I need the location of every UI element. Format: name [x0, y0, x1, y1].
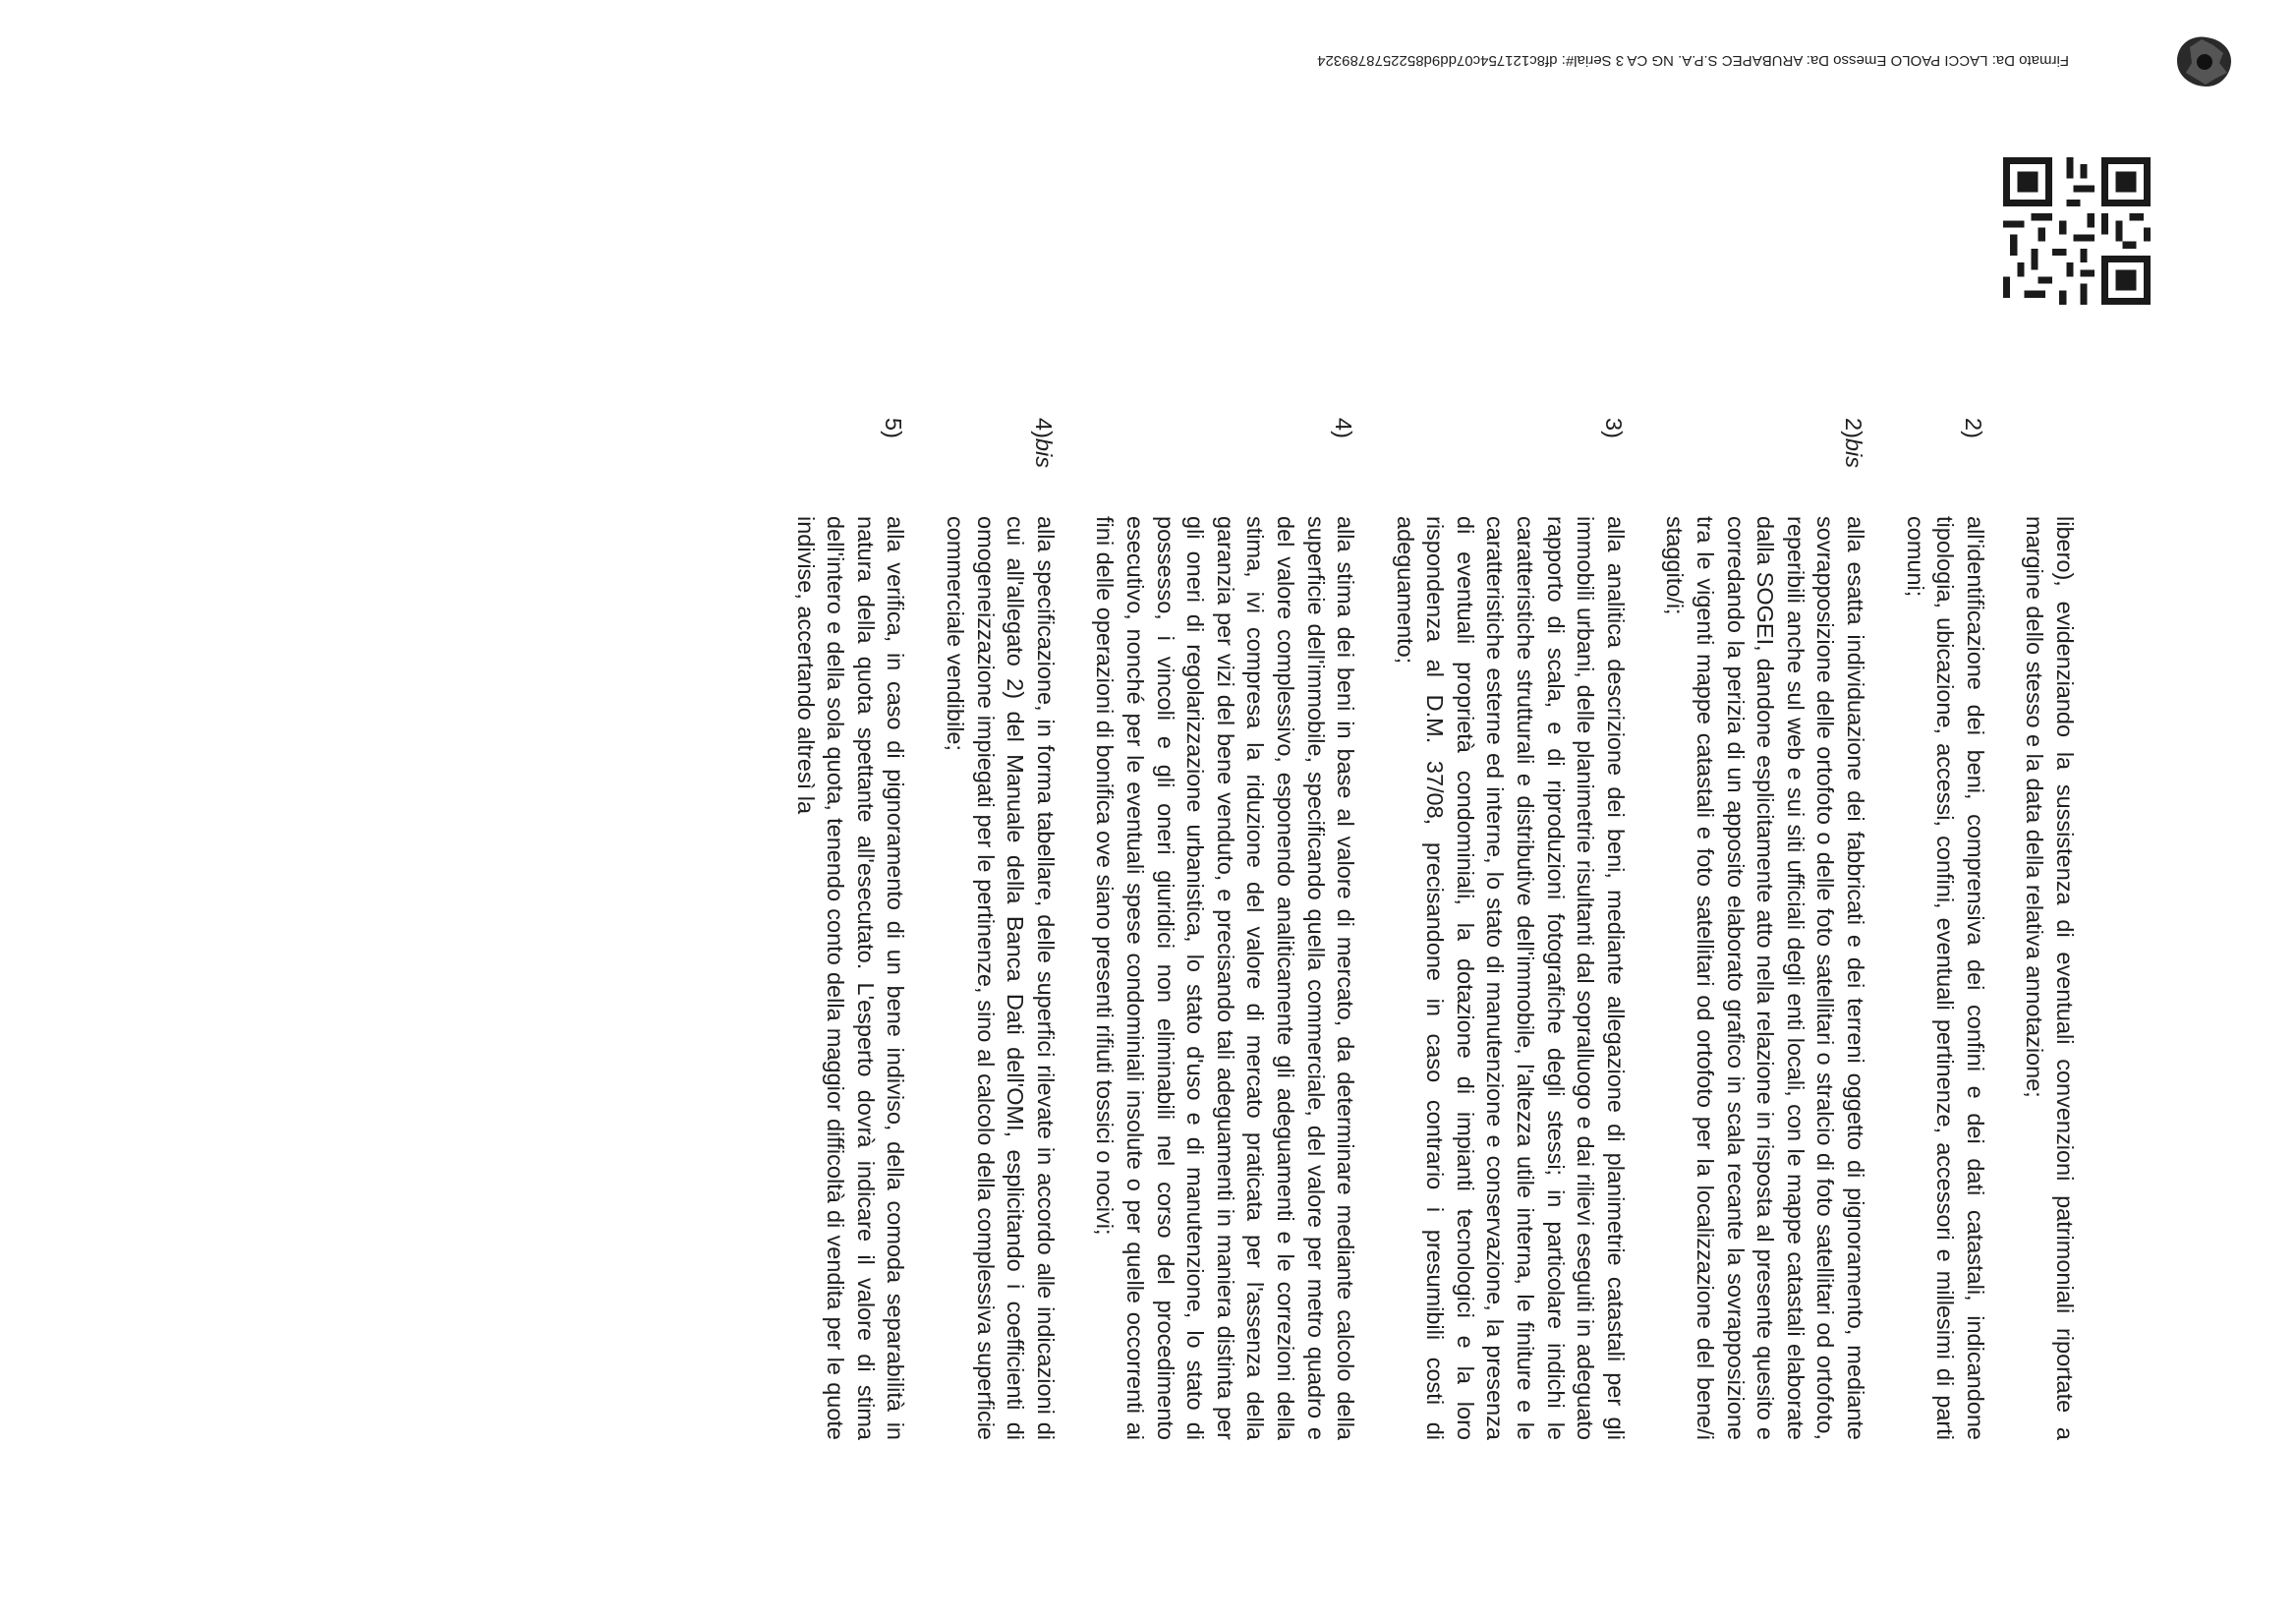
list-item [1090, 418, 1360, 1440]
item-text: alla specificazione, in forma tabellare, delle superfici rilevate in accordo alle indicazioni di cui all'allegato 2) del Manuale della Banca Dati dell'OMI, esplicitando i coefficienti di omogeneizzazione impiegati per le pertinenze, sino al calcolo della complessiva superficie commerciale vendibile; [943, 516, 1059, 1440]
list-item [790, 418, 910, 1440]
qr-code-icon [2003, 157, 2151, 305]
item-number: 4)bis [1030, 418, 1057, 468]
item-number: 2) [1960, 418, 1986, 438]
item-number: 3) [1600, 418, 1627, 438]
continuation-paragraph: libero), evidenziando la sussistenza di eventuali convenzioni patrimoniali riportate a margine dello stesso e la data della relativa annotazione; [2022, 516, 2078, 1440]
item-number: 2)bis [1841, 418, 1867, 468]
document-body [761, 418, 2080, 1440]
list-item [1660, 418, 1870, 1440]
item-number: 5) [881, 418, 907, 438]
list-item [1390, 418, 1631, 1440]
item-text: alla analitica descrizione dei beni, mediante allegazione di planimetrie catastali per gli immobili urbani, delle planimetrie risultanti dal sopralluogo e dai rilievi eseguiti in adeguato rapporto di scala, e di riproduzioni fotografiche degli stessi; in particolare indichi le caratteristiche strutturali e distributive dell'immobile, l'altezza utile interna, le finiture e le caratteristiche esterne ed interne, lo stato di manutenzione e conservazione, la presenza di eventuali proprietà condominiali, la dotazione di impianti tecnologici e la loro rispondenza al D.M. 37/08, precisandone in caso contrario i presumibili costi di adeguamento; [1392, 516, 1629, 1440]
item-text: alla verifica, in caso di pignoramento di un bene indiviso, della comoda separabilità in natura della quota spettante all'esecutato. L'esperto dovrà indicare il valore di stima dell'intero e della sola quota, tenendo conto della maggior difficoltà di vendita per le quote indivise, accertando altresì la [792, 516, 909, 1440]
list-item [1900, 418, 1990, 1440]
item-text: alla stima dei beni in base al valore di mercato, da determinare mediante calcolo della superficie dell'immobile, specificando quella commerciale, del valore per metro quadro e del valore complessivo, esponendo analiticamente gli adeguamenti e le correzioni della stima, ivi compresa la riduzione del valore di mercato praticata per l'assenza della garanzia per vizi del bene venduto, e precisando tali adeguamenti in maniera distinta per gli oneri di regolarizzazione urbanistica, lo stato d'uso e di manutenzione, lo stato di possesso, i vincoli e gli oneri giuridici non eliminabili nel corso del procedimento esecutivo, nonché per le eventuali spese condominiali insolute o per quelle occorrenti ai fini delle operazioni di bonifica ove siano presenti rifiuti tossici o nocivi; [1092, 516, 1359, 1440]
item-number: 4) [1331, 418, 1357, 438]
item-text: all'identificazione dei beni, comprensiva dei confini e dei dati catastali, indicandone tipologia, ubicazione, accessi, confini, eventuali pertinenze, accessori e millesimi di parti comuni; [1902, 516, 1988, 1440]
signature-text: Firmato Da: LACCI PAOLO Emesso Da: ARUBAPEC S.P.A. NG CA 3 Serial#: df8c121754c07dd9d8522578789324 [1317, 52, 2069, 69]
item-text: alla esatta individuazione dei fabbricati e dei terreni oggetto di pignoramento, mediante sovrapposizione delle ortofoto o delle foto satellitari o stralcio di foto satellitari od ortofoto, reperibili anche sul web e sui siti ufficiali degli enti locali, con le mappe catastali elaborate dalla SOGEI, dandone esplicitamente atto nella relazione in risposta al presente quesito e corredando la perizia di un apposito elaborato grafico in scala recante la sovrapposizione tra le vigenti mappe catastali e foto satellitari od ortofoto per la localizzazione del bene/i staggito/i; [1662, 516, 1869, 1440]
list-item [940, 418, 1060, 1440]
